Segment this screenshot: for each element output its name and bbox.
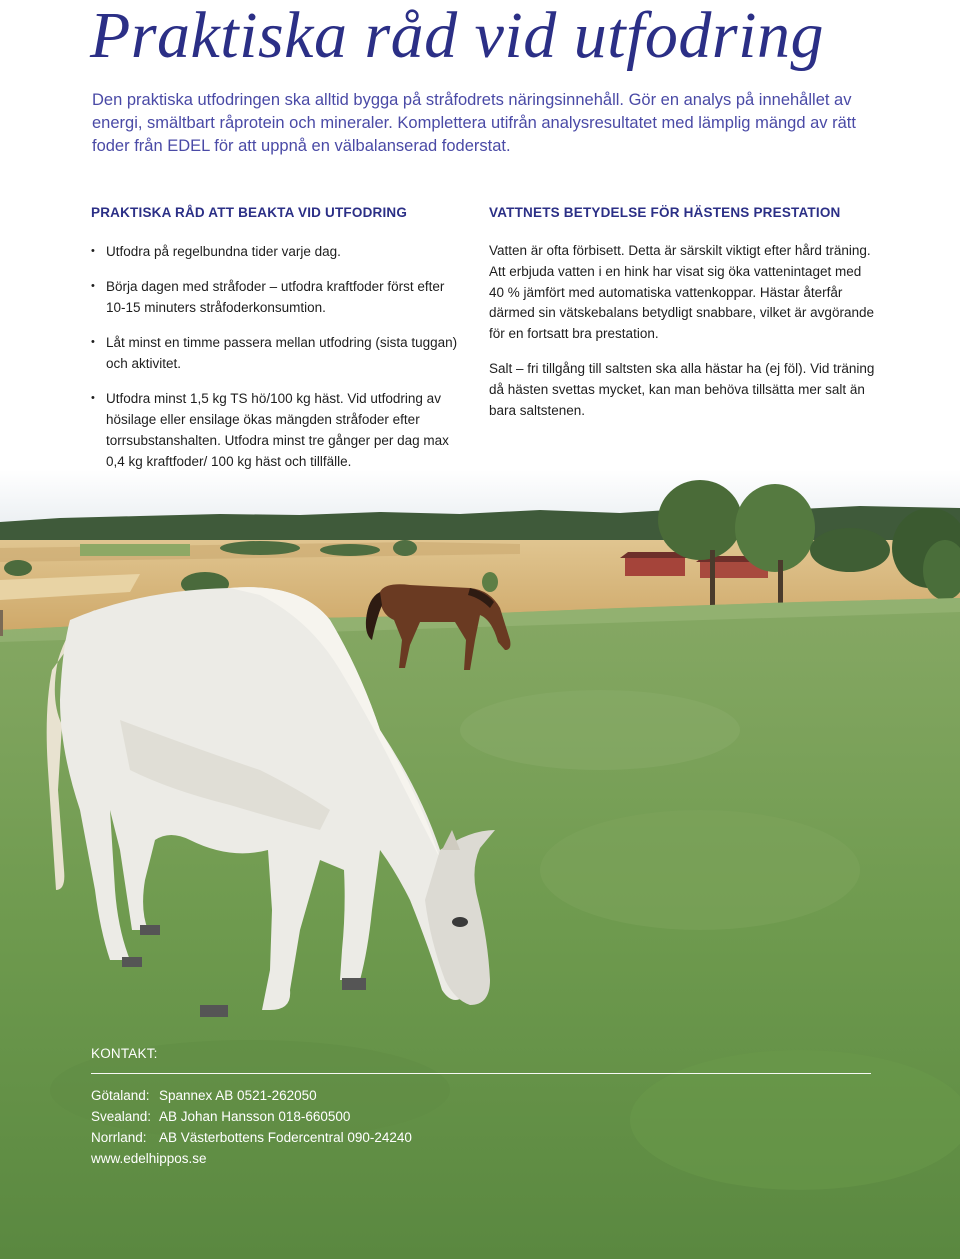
contact-info: AB Johan Hansson 018-660500 bbox=[159, 1109, 351, 1124]
contact-row bbox=[91, 1106, 871, 1127]
page-title: Praktiska råd vid utfodring bbox=[90, 0, 824, 72]
website-link[interactable]: www.edelhippos.se bbox=[91, 1151, 207, 1166]
water-section bbox=[489, 205, 879, 435]
contact-region: Norrland: bbox=[91, 1130, 147, 1145]
contact-row bbox=[91, 1085, 871, 1106]
feeding-advice-list bbox=[91, 241, 461, 472]
contact-region: Götaland: bbox=[91, 1088, 150, 1103]
contact-section bbox=[91, 1046, 871, 1169]
water-paragraph: Vatten är ofta förbisett. Detta är särskilt viktigt efter hård träning. Att erbjuda vatten i en hink har visat sig öka vattenintaget med 40 % jämfört med automatiska vattenkoppar. Hästar återfår därmed sin vätskebalans betydligt snabbare, vilket är avgörande för en fortsatt bra prestation. bbox=[489, 243, 874, 342]
feeding-advice-heading: PRAKTISKA RÅD ATT BEAKTA VID UTFODRING bbox=[91, 205, 408, 220]
contact-divider bbox=[91, 1073, 871, 1074]
contact-region: Svealand: bbox=[91, 1109, 152, 1124]
intro-paragraph: Den praktiska utfodringen ska alltid bygga på stråfodrets näringsinnehåll. Gör en analys på innehållet av energi, smältbart råprotein och mineraler. Komplettera utifrån analysresultatet med lämplig mängd av rätt foder från EDEL för att uppnå en välbalanserad foderstat. bbox=[92, 91, 856, 155]
contact-row bbox=[91, 1127, 871, 1148]
list-item: • Utfodra på regelbundna tider varje dag. bbox=[91, 241, 461, 262]
contact-info: Spannex AB 0521-262050 bbox=[159, 1088, 317, 1103]
feeding-advice-section bbox=[91, 205, 461, 486]
list-item: • Börja dagen med stråfoder – utfodra kraftfoder först efter 10-15 minuters stråfoderkonsumtion. bbox=[91, 276, 461, 318]
water-heading: VATTNETS BETYDELSE FÖR HÄSTENS PRESTATION bbox=[489, 205, 841, 220]
list-item: • Låt minst en timme passera mellan utfodring (sista tuggan) och aktivitet. bbox=[91, 332, 461, 374]
contact-heading: KONTAKT: bbox=[91, 1046, 158, 1061]
salt-paragraph: Salt – fri tillgång till saltsten ska alla hästar ha (ej föl). Vid träning då hästen svettas mycket, kan man behöva tillsätta mer salt än bara saltstenen. bbox=[489, 360, 875, 418]
list-item: • Utfodra minst 1,5 kg TS hö/100 kg häst. Vid utfodring av hösilage eller ensilage ökas mängden stråfoder efter torrsubstanshalten. Utfodra minst tre gånger per dag max 0,4 kg kraftfoder/ 100 kg häst och tillfälle. bbox=[91, 388, 461, 472]
contact-info: AB Västerbottens Fodercentral 090-24240 bbox=[159, 1130, 412, 1145]
